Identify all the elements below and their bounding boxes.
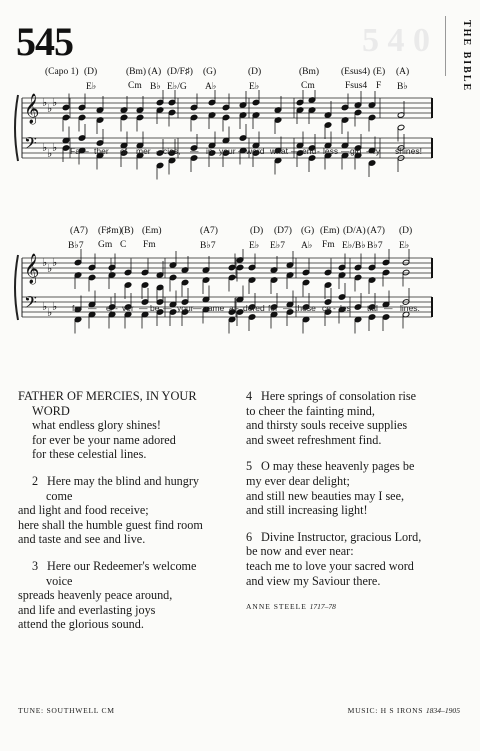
author-years: 1717–78	[309, 602, 336, 612]
lyric-syllable: —	[190, 146, 199, 156]
lyric-syllable: -	[366, 146, 369, 156]
hymn-number: 545	[16, 19, 73, 64]
author-name: ANNE STEELE	[246, 602, 307, 612]
verse-line: here shall the humble guest find room	[18, 517, 203, 532]
treble-clef-icon: 𝄞	[24, 254, 40, 284]
system1-guitar-chords	[0, 67, 480, 79]
key-signature-flat-icon: ♭	[47, 147, 53, 160]
chord-label: (Bm)	[126, 67, 147, 77]
chord-label: (G)	[301, 226, 315, 236]
chord-label: E♭/B♭	[342, 241, 366, 251]
lyric-syllable: of	[120, 146, 128, 156]
verse-line: and sweet refreshment find.	[246, 432, 382, 447]
system2-lyrics	[0, 303, 480, 315]
lyric-syllable: glo	[350, 146, 362, 156]
treble-clef-icon: 𝄞	[24, 94, 40, 124]
lyric-syllable: for	[268, 303, 278, 313]
chord-label: (Capo 1)	[45, 67, 79, 77]
key-signature-flat-icon: ♭	[52, 300, 58, 313]
verse-line: Here springs of consolation rise	[261, 389, 417, 403]
chord-label: (E)	[373, 67, 386, 77]
lyric-syllable: -	[317, 146, 320, 156]
verse-line: teach me to love your sacred word	[246, 558, 414, 573]
key-signature-flat-icon: ♭	[42, 300, 48, 313]
verse-5	[246, 459, 461, 517]
lyric-syllable: e	[106, 303, 111, 313]
chord-label: (Em)	[142, 226, 162, 236]
lyric-syllable: what	[270, 146, 288, 156]
lyric-syllable: —	[139, 303, 148, 313]
verse-line: O may these heavenly pages be	[261, 459, 415, 474]
chord-label: (G)	[203, 67, 217, 77]
chord-label: (Esus4)	[341, 67, 371, 77]
lyric-syllable: -	[236, 303, 239, 313]
verse-line: to cheer the fainting mind,	[246, 403, 375, 418]
music-credit	[348, 706, 460, 715]
bleed-through-hymn-number: 5 4 0	[362, 22, 430, 59]
chord-label: B♭	[150, 82, 161, 92]
verse-line: and thirsty souls receive supplies	[246, 418, 408, 433]
chord-label: (A7)	[200, 226, 218, 236]
bass-clef-icon: 𝄢	[24, 292, 37, 316]
chord-label: (D/A)	[343, 226, 366, 236]
verse-6	[246, 530, 461, 588]
key-signature-flat-icon: ♭	[47, 102, 53, 115]
verse-line: for ever be your name adored	[32, 432, 176, 447]
lyric-syllable: -	[355, 303, 358, 313]
chord-label: Gm	[98, 240, 113, 250]
lyric-syllable: —	[291, 146, 300, 156]
lyric-syllable: be	[150, 303, 160, 313]
chord-label: E♭	[86, 82, 97, 92]
lyric-syllable: -	[156, 146, 159, 156]
verse-1	[18, 389, 233, 462]
chord-label: (D7)	[274, 226, 292, 236]
chord-label: Fm	[143, 240, 156, 250]
verse-line: and view my Saviour there.	[246, 573, 381, 588]
lyric-syllable: —	[341, 146, 350, 156]
verse-line: for these celestial lines.	[32, 447, 147, 462]
chord-label: (F♯m)	[98, 226, 122, 236]
lyric-syllable: ther	[94, 146, 109, 156]
verse-line: come	[46, 488, 73, 503]
verses-right-column	[246, 389, 461, 615]
chord-label: C	[120, 240, 127, 250]
verse-line: WORD	[32, 403, 70, 418]
verse-line: attend the glorious sound.	[18, 617, 144, 632]
lyric-syllable: les	[340, 303, 351, 313]
chord-label: E♭	[249, 241, 260, 251]
lyric-syllable: for	[72, 303, 82, 313]
verse-number: 2	[32, 473, 39, 488]
chord-label: (A7)	[367, 226, 385, 236]
key-signature-flat-icon: ♭	[47, 306, 53, 319]
tune-credit: TUNE: SOUTHWELL CM	[18, 706, 115, 715]
verse-4	[246, 389, 461, 447]
lyric-syllable: lines.	[400, 303, 420, 313]
verse-number: 5	[246, 459, 253, 474]
lyric-syllable: cies,	[163, 146, 181, 156]
verse-line: spreads heavenly peace around,	[18, 588, 173, 603]
music-composer: MUSIC: H S IRONS	[347, 706, 424, 715]
lyric-syllable: –	[84, 146, 89, 156]
lyric-syllable: Fa	[70, 146, 80, 156]
lyric-syllable: tial	[367, 303, 378, 313]
key-signature-flat-icon: ♭	[42, 96, 48, 109]
author-credit	[246, 600, 461, 615]
verse-number: 4	[246, 389, 253, 403]
chord-label: B♭7	[367, 241, 383, 251]
chord-label: Fm	[322, 240, 335, 250]
verse-line: what endless glory shines!	[32, 418, 161, 433]
chord-label: (D)	[250, 226, 264, 236]
verse-line: and taste and see and live.	[18, 532, 146, 547]
chord-label: (A)	[396, 67, 410, 77]
lyric-syllable: ry	[373, 146, 381, 156]
chord-label: (B)	[121, 226, 134, 236]
verse-line: and light and food receive;	[18, 503, 149, 518]
verses-left-column	[18, 389, 233, 644]
verse-line: Here our Redeemer's welcome	[47, 558, 197, 573]
lyric-syllable: name	[203, 303, 225, 313]
chord-label: E♭	[249, 82, 260, 92]
lyric-syllable: —	[193, 303, 202, 313]
lyric-syllable: a	[229, 303, 234, 313]
verse-line: voice	[46, 573, 73, 588]
section-label: THE BIBLE	[461, 20, 472, 93]
lyric-syllable: your	[177, 303, 194, 313]
chord-label: (Bm)	[299, 67, 320, 77]
lyric-syllable: —	[384, 303, 393, 313]
key-signature-flat-icon: ♭	[52, 256, 58, 269]
bass-clef-icon: 𝄢	[24, 133, 37, 157]
lyric-syllable: –	[238, 146, 243, 156]
lyric-syllable: dored	[243, 303, 265, 313]
lyric-syllable: -	[115, 303, 118, 313]
chord-label: A♭	[301, 241, 313, 251]
key-signature-flat-icon: ♭	[47, 262, 53, 275]
verse-line: be now and ever near:	[246, 544, 354, 559]
key-signature-flat-icon: ♭	[52, 96, 58, 109]
verse-line: Divine Instructor, gracious Lord,	[261, 529, 422, 544]
lyric-syllable: end	[302, 146, 317, 156]
chord-label: Fsus4	[345, 81, 368, 91]
chord-label: (A7)	[70, 226, 88, 236]
lyric-syllable: shines!	[395, 146, 422, 156]
verse-number: 3	[32, 558, 39, 573]
chord-label: (D)	[84, 67, 98, 77]
lyric-syllable: less	[323, 146, 339, 156]
lyric-syllable: —	[88, 303, 97, 313]
lyric-syllable: ce	[322, 303, 331, 313]
verse-line: and life and everlasting joys	[18, 602, 156, 617]
chord-label: F	[376, 81, 382, 91]
chord-label: Cm	[301, 81, 315, 91]
chord-label: B♭7	[200, 241, 216, 251]
key-signature-flat-icon: ♭	[42, 141, 48, 154]
lyric-syllable: word	[246, 146, 265, 156]
chord-label: (D)	[399, 226, 413, 236]
music-years: 1834–1905	[425, 706, 460, 715]
chord-label: A♭	[205, 82, 217, 92]
system1-lyrics	[0, 146, 480, 158]
verse-2	[18, 474, 233, 547]
verse-line: and still increasing light!	[246, 503, 368, 518]
verse-number: 6	[246, 529, 253, 544]
lyric-syllable: mer	[136, 146, 151, 156]
lyric-syllable: -	[333, 303, 336, 313]
key-signature-flat-icon: ♭	[52, 141, 58, 154]
system2-guitar-chords	[0, 226, 480, 238]
chord-label: B♭7	[68, 241, 84, 251]
chord-label: (A)	[148, 67, 162, 77]
verse-line: Here may the blind and hungry	[47, 473, 200, 488]
lyric-syllable: ver	[122, 303, 134, 313]
lyric-syllable: your	[219, 146, 236, 156]
chord-label: (Em)	[320, 226, 340, 236]
verse-line: my ever dear delight;	[246, 473, 350, 488]
chord-label: B♭	[397, 82, 408, 92]
verse-line: FATHER OF MERCIES, IN YOUR	[18, 389, 197, 403]
chord-label: E♭	[399, 241, 410, 251]
chord-label: E♭7	[270, 241, 286, 251]
verse-3	[18, 559, 233, 632]
lyric-syllable: —	[163, 303, 172, 313]
verse-line: and still new beauties may I see,	[246, 488, 405, 503]
chord-label: Cm	[128, 81, 142, 91]
lyric-syllable: these	[295, 303, 316, 313]
chord-label: (D)	[248, 67, 262, 77]
lyric-syllable: —	[283, 303, 292, 313]
lyric-syllable: in	[206, 146, 213, 156]
chord-label: (D/F♯)	[167, 67, 193, 77]
chord-label: E♭/G	[167, 82, 187, 92]
key-signature-flat-icon: ♭	[42, 256, 48, 269]
